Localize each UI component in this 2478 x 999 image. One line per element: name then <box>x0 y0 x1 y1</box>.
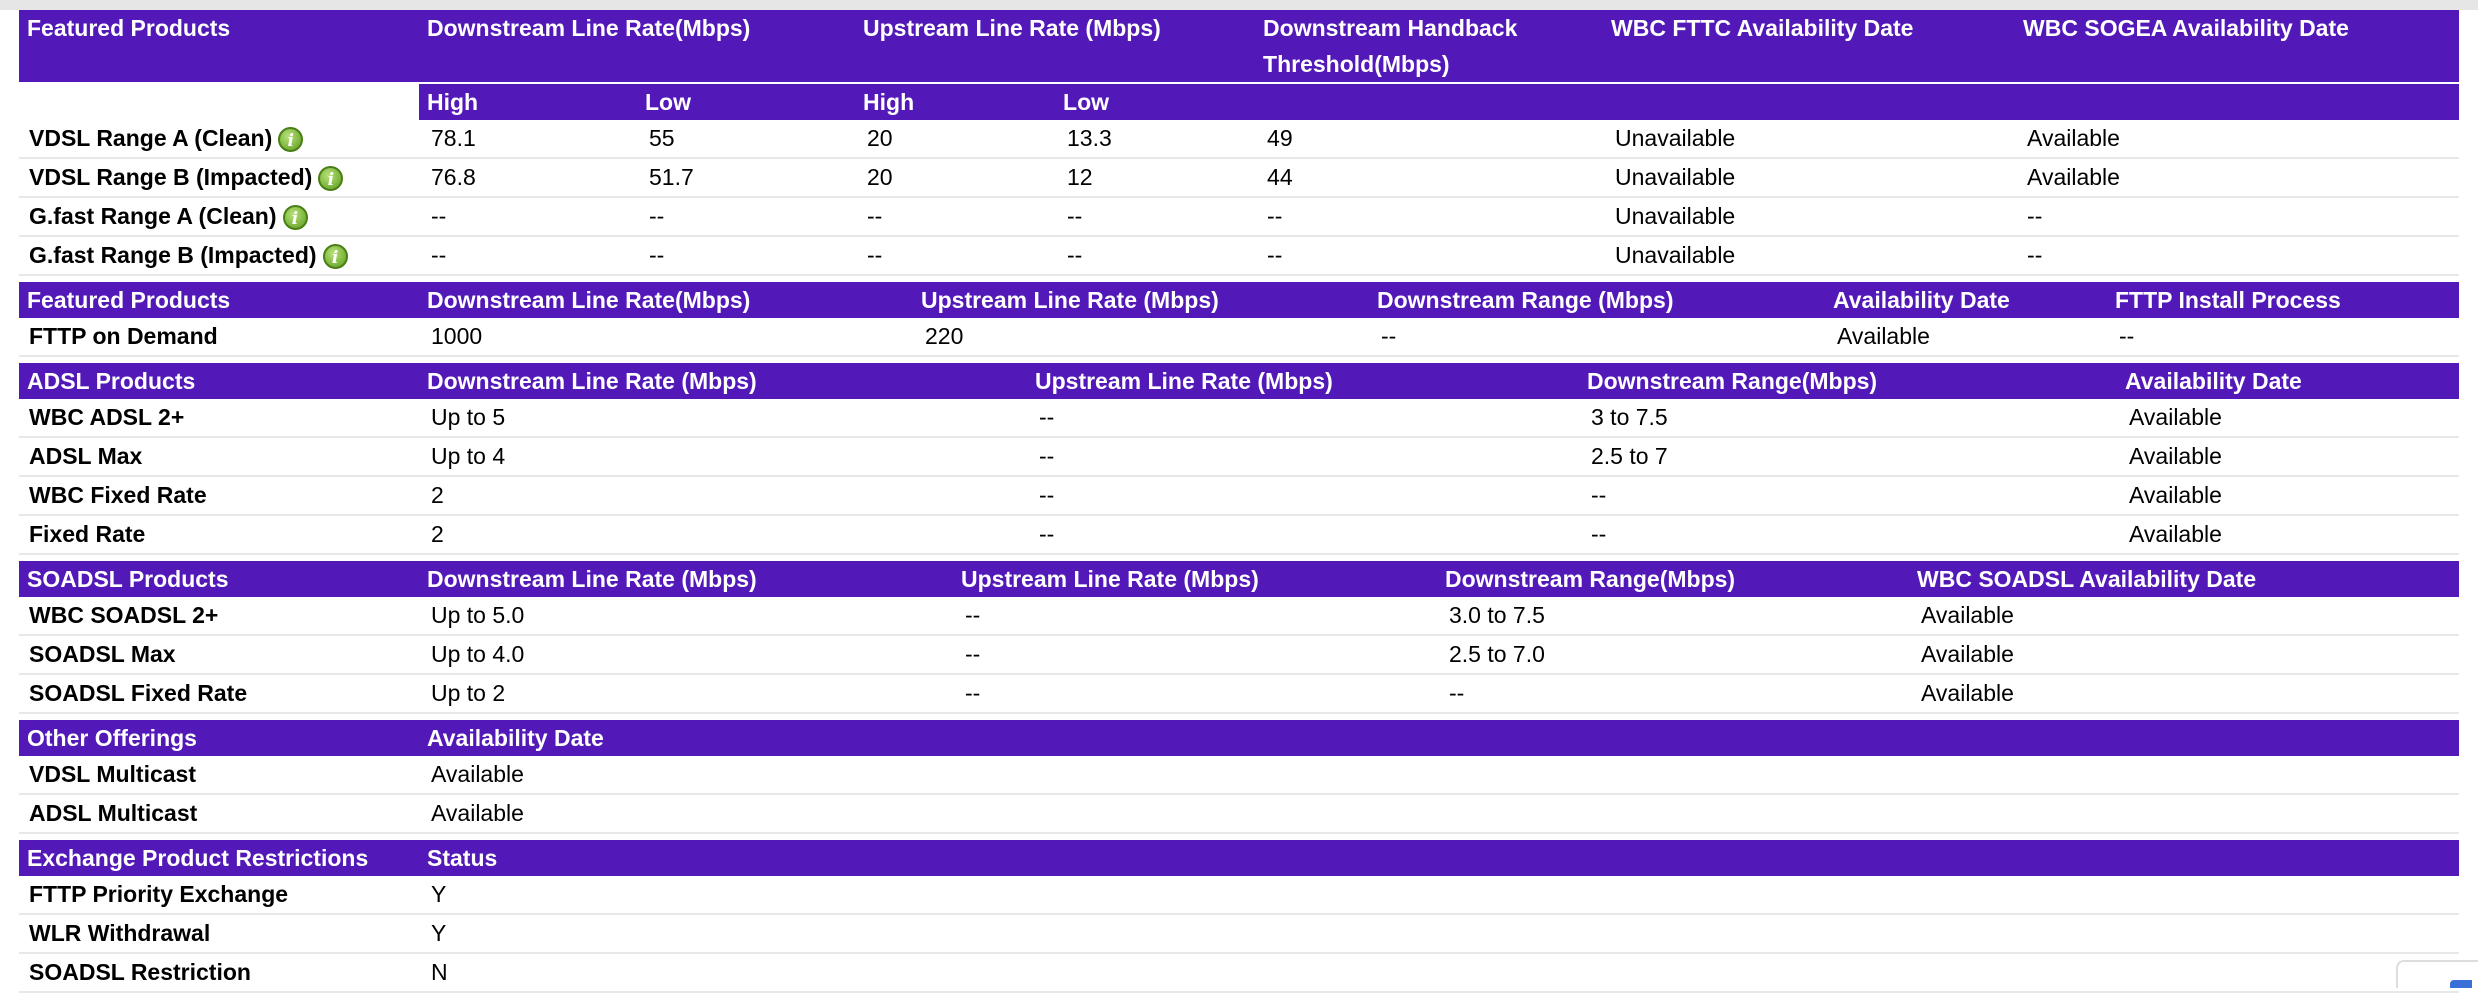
product-name: VDSL Multicast <box>19 756 419 794</box>
product-name-cell <box>19 120 419 158</box>
table-cell: 1000 <box>419 318 913 356</box>
table-cell: -- <box>1369 318 1825 356</box>
product-name: SOADSL Fixed Rate <box>19 674 419 713</box>
table-cell: Available <box>1909 597 2459 635</box>
product-name: WBC SOADSL 2+ <box>19 597 419 635</box>
table-cell: Available <box>419 756 2459 794</box>
header-wbc-fttc-availability: WBC FTTC Availability Date <box>1603 10 2015 83</box>
header-upstream-line-rate: Upstream Line Rate (Mbps) <box>953 561 1437 597</box>
table-cell: Unavailable <box>1603 158 2015 197</box>
restrictions-header-row <box>19 840 2459 876</box>
table-row <box>19 476 2459 515</box>
header-featured-products: Featured Products <box>19 282 419 318</box>
table-cell: Available <box>2117 399 2459 437</box>
soadsl-header-row <box>19 561 2459 597</box>
subheader-downstream-high: High <box>419 83 637 120</box>
header-availability-date: Availability Date <box>419 720 2459 756</box>
table-cell: -- <box>1055 236 1255 275</box>
subheader-upstream-low: Low <box>1055 83 1255 120</box>
table-cell: Available <box>1909 635 2459 674</box>
table-cell: Y <box>419 914 2459 953</box>
table-cell: 12 <box>1055 158 1255 197</box>
table-row <box>19 158 2459 197</box>
header-fttp-install-process: FTTP Install Process <box>2107 282 2459 318</box>
table-cell: N <box>419 953 2459 992</box>
table-cell: Available <box>419 794 2459 833</box>
table-row <box>19 914 2459 953</box>
product-name: G.fast Range A (Clean) <box>29 203 277 229</box>
fttc-header-row <box>19 10 2459 83</box>
chat-widget-tab[interactable] <box>2396 960 2478 988</box>
availability-tables <box>19 10 2459 999</box>
header-upstream-line-rate: Upstream Line Rate (Mbps) <box>913 282 1369 318</box>
subheader-spacer <box>2015 83 2459 120</box>
product-name: G.fast Range B (Impacted) <box>29 242 317 268</box>
table-row <box>19 197 2459 236</box>
table-cell: -- <box>1255 236 1603 275</box>
chat-widget-accent <box>2450 980 2472 988</box>
table-cell: -- <box>953 674 1437 713</box>
fttp-header-row <box>19 282 2459 318</box>
table-cell: Available <box>2015 120 2459 158</box>
table-cell: 44 <box>1255 158 1603 197</box>
table-cell: -- <box>419 236 637 275</box>
subheader-downstream-low: Low <box>637 83 855 120</box>
header-downstream-handback-threshold: Downstream Handback Threshold(Mbps) <box>1255 10 1603 83</box>
header-downstream-line-rate: Downstream Line Rate(Mbps) <box>419 10 855 83</box>
table-cell: -- <box>855 236 1055 275</box>
header-status: Status <box>419 840 2459 876</box>
subheader-spacer <box>1255 83 1603 120</box>
product-name: ADSL Max <box>19 437 419 476</box>
table-cell: -- <box>1437 674 1909 713</box>
table-row <box>19 515 2459 554</box>
table-cell: Available <box>2117 515 2459 554</box>
table-row <box>19 635 2459 674</box>
table-cell: Available <box>1825 318 2107 356</box>
header-featured-products: Featured Products <box>19 10 419 83</box>
table-cell: 51.7 <box>637 158 855 197</box>
table-cell: -- <box>1027 476 1579 515</box>
table-cell: 55 <box>637 120 855 158</box>
table-cell: 49 <box>1255 120 1603 158</box>
table-cell: Unavailable <box>1603 197 2015 236</box>
table-row <box>19 399 2459 437</box>
table-cell: -- <box>1579 515 2117 554</box>
product-name: FTTP on Demand <box>19 318 419 356</box>
restriction-name: FTTP Priority Exchange <box>19 876 419 914</box>
product-name: VDSL Range B (Impacted) <box>29 164 313 190</box>
table-row <box>19 794 2459 833</box>
header-upstream-line-rate: Upstream Line Rate (Mbps) <box>855 10 1255 83</box>
header-downstream-range: Downstream Range(Mbps) <box>1437 561 1909 597</box>
table-row <box>19 756 2459 794</box>
table-cell: -- <box>1027 399 1579 437</box>
table-cell: -- <box>855 197 1055 236</box>
table-cell: -- <box>2015 197 2459 236</box>
table-row <box>19 236 2459 275</box>
table-cell: -- <box>1027 515 1579 554</box>
header-downstream-range: Downstream Range (Mbps) <box>1369 282 1825 318</box>
table-cell: -- <box>419 197 637 236</box>
table-cell: Available <box>2117 476 2459 515</box>
table-cell: -- <box>1055 197 1255 236</box>
table-cell: Unavailable <box>1603 120 2015 158</box>
product-name: ADSL Multicast <box>19 794 419 833</box>
header-other-offerings: Other Offerings <box>19 720 419 756</box>
soadsl-products-table <box>19 561 2459 714</box>
table-cell: Y <box>419 876 2459 914</box>
header-availability-date: Availability Date <box>1825 282 2107 318</box>
table-cell: 3.0 to 7.5 <box>1437 597 1909 635</box>
table-row <box>19 597 2459 635</box>
product-name: SOADSL Max <box>19 635 419 674</box>
table-cell: -- <box>1027 437 1579 476</box>
table-cell: -- <box>637 236 855 275</box>
table-row <box>19 953 2459 992</box>
info-icon[interactable]: i <box>323 244 348 269</box>
product-name-cell <box>19 158 419 197</box>
table-cell: 20 <box>855 158 1055 197</box>
table-row <box>19 120 2459 158</box>
table-cell: -- <box>1579 476 2117 515</box>
table-cell: Available <box>2015 158 2459 197</box>
adsl-products-table <box>19 363 2459 555</box>
product-name: VDSL Range A (Clean) <box>29 125 273 151</box>
restriction-name: SOADSL Restriction <box>19 953 419 992</box>
table-row <box>19 437 2459 476</box>
table-row <box>19 318 2459 356</box>
table-cell: 2 <box>419 515 1027 554</box>
subheader-blank <box>19 83 419 120</box>
product-name: WBC ADSL 2+ <box>19 399 419 437</box>
header-soadsl-products: SOADSL Products <box>19 561 419 597</box>
subheader-upstream-high: High <box>855 83 1055 120</box>
table-cell: Up to 2 <box>419 674 953 713</box>
header-downstream-range: Downstream Range(Mbps) <box>1579 363 2117 399</box>
table-cell: Unavailable <box>1603 236 2015 275</box>
product-name-cell <box>19 236 419 275</box>
table-cell: Up to 4 <box>419 437 1027 476</box>
header-downstream-line-rate: Downstream Line Rate (Mbps) <box>419 363 1027 399</box>
table-cell: -- <box>953 597 1437 635</box>
info-icon[interactable]: i <box>283 205 308 230</box>
header-adsl-products: ADSL Products <box>19 363 419 399</box>
header-downstream-line-rate: Downstream Line Rate (Mbps) <box>419 561 953 597</box>
table-cell: Available <box>1909 674 2459 713</box>
restriction-name: WLR Withdrawal <box>19 914 419 953</box>
table-cell: -- <box>953 635 1437 674</box>
table-cell: -- <box>637 197 855 236</box>
header-exchange-restrictions: Exchange Product Restrictions <box>19 840 419 876</box>
header-downstream-line-rate: Downstream Line Rate(Mbps) <box>419 282 913 318</box>
table-cell: 2.5 to 7 <box>1579 437 2117 476</box>
table-cell: -- <box>2015 236 2459 275</box>
table-cell: 3 to 7.5 <box>1579 399 2117 437</box>
product-name-cell <box>19 197 419 236</box>
header-availability-date: Availability Date <box>2117 363 2459 399</box>
product-name: Fixed Rate <box>19 515 419 554</box>
table-cell: 13.3 <box>1055 120 1255 158</box>
table-cell: 220 <box>913 318 1369 356</box>
table-cell: Available <box>2117 437 2459 476</box>
top-divider <box>0 0 2478 10</box>
table-row <box>19 674 2459 713</box>
header-wbc-soadsl-availability: WBC SOADSL Availability Date <box>1909 561 2459 597</box>
table-cell: Up to 4.0 <box>419 635 953 674</box>
info-icon[interactable]: i <box>278 127 303 152</box>
fttp-products-table <box>19 282 2459 357</box>
subheader-spacer <box>1603 83 2015 120</box>
fttc-subheader-row <box>19 83 2459 120</box>
table-cell: Up to 5.0 <box>419 597 953 635</box>
header-wbc-sogea-availability: WBC SOGEA Availability Date <box>2015 10 2459 83</box>
table-cell: -- <box>1255 197 1603 236</box>
fttc-products-table <box>19 10 2459 276</box>
other-offerings-table <box>19 720 2459 834</box>
table-cell: 76.8 <box>419 158 637 197</box>
table-cell: -- <box>2107 318 2459 356</box>
table-cell: 20 <box>855 120 1055 158</box>
header-upstream-line-rate: Upstream Line Rate (Mbps) <box>1027 363 1579 399</box>
table-cell: Up to 5 <box>419 399 1027 437</box>
exchange-restrictions-table <box>19 840 2459 993</box>
table-row <box>19 876 2459 914</box>
table-cell: 78.1 <box>419 120 637 158</box>
other-header-row <box>19 720 2459 756</box>
table-cell: 2.5 to 7.0 <box>1437 635 1909 674</box>
info-icon[interactable]: i <box>318 166 343 191</box>
product-name: WBC Fixed Rate <box>19 476 419 515</box>
adsl-header-row <box>19 363 2459 399</box>
table-cell: 2 <box>419 476 1027 515</box>
